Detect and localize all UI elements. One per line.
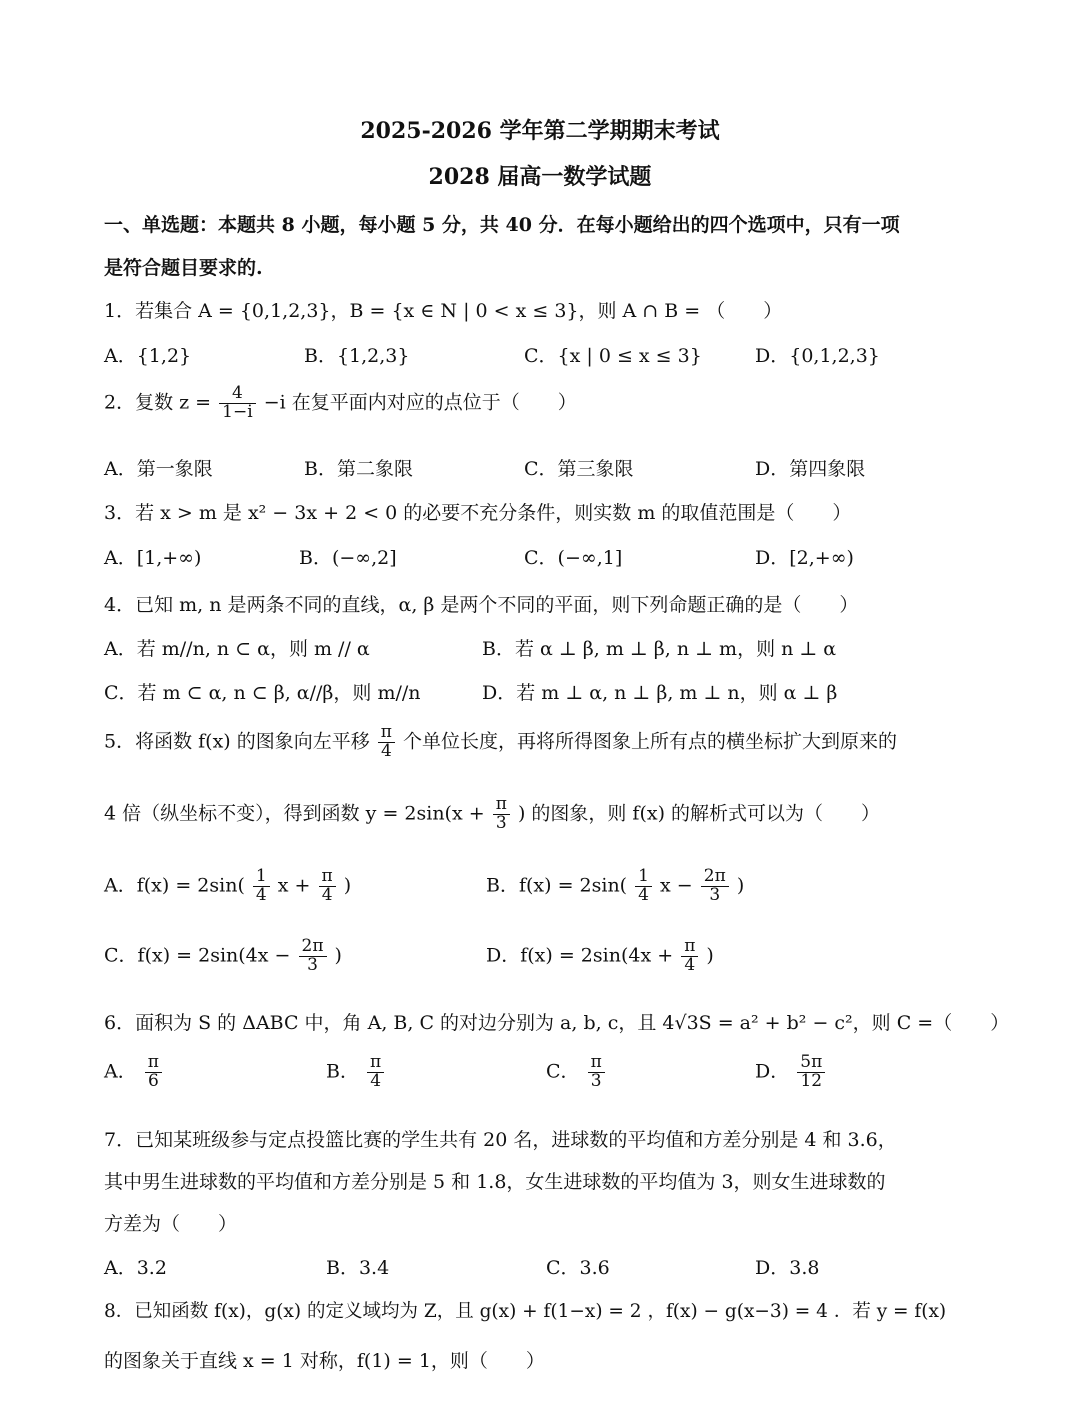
q2-frac-num: 4 [219,385,256,404]
q5c-n2: 2π [299,938,327,957]
q2-option-b: B．第二象限 [304,458,413,480]
q5-l2-before: 4 倍（纵坐标不变），得到函数 y = 2sin(x + [104,802,485,825]
q3-option-d: D．[2,+∞) [755,547,854,569]
question-7-line-1: 7．已知某班级参与定点投篮比赛的学生共有 20 名，进球数的平均值和方差分别是 4 和 3.6， [104,1129,897,1151]
q6d-den: 12 [800,1070,823,1091]
q5-l2-after: ) 的图象，则 f(x) 的解析式可以为（ ） [517,802,881,825]
q5-l1-after: 个单位长度，再将所得图象上所有点的横坐标扩大到原来的 [403,730,898,753]
section-heading: 一、单选题：本题共 8 小题，每小题 5 分，共 40 分．在每小题给出的四个选项中，只有一项 [104,214,900,236]
q6d-num: 5π [797,1054,825,1073]
q6d-frac [797,1054,825,1091]
q5-l2-den: 3 [495,812,507,833]
q3-option-c: C．(−∞,1] [524,547,623,569]
q7-option-b: B．3.4 [326,1257,390,1279]
q5-option-c [104,938,342,975]
q5a-after: ) [343,874,352,897]
q7-option-c: C．3.6 [546,1257,610,1279]
q5-option-a [104,868,351,905]
q5a-frac-1 [253,868,270,905]
q5d-frac [681,938,698,975]
q5b-d2: 3 [709,884,721,905]
q6-option-c [546,1054,607,1091]
q6c-num: π [588,1054,605,1073]
section-heading-cont: 是符合题目要求的. [104,257,263,279]
q1-option-b: B．{1,2,3} [304,345,410,367]
q4-option-c: C．若 m ⊂ α, n ⊂ β, α//β，则 m//n [104,682,421,704]
q2-option-a: A．第一象限 [104,458,213,480]
question-8-line-2: 的图象关于直线 x = 1 对称，f(1) = 1，则（ ） [104,1350,545,1372]
q4-option-d: D．若 m ⊥ α, n ⊥ β, m ⊥ n，则 α ⊥ β [482,682,838,704]
q5a-n1: 1 [253,868,270,887]
q5b-frac-2 [701,868,729,905]
q2-stem-before: 2．复数 z = [104,391,212,414]
q3-option-a: A．[1,+∞) [104,547,202,569]
q3-option-b: B．(−∞,2] [299,547,397,569]
question-7-line-2: 其中男生进球数的平均值和方差分别是 5 和 1.8，女生进球数的平均值为 3，则女生进球数的 [104,1171,886,1193]
q5c-before: C．f(x) = 2sin(4x − [104,944,291,967]
q2-option-c: C．第三象限 [524,458,634,480]
q6c-den: 3 [590,1070,602,1091]
question-2-stem [104,385,984,422]
question-7-line-3: 方差为（ ） [104,1213,238,1235]
question-8-line-1: 8．已知函数 f(x)，g(x) 的定义域均为 Z，且 g(x) + f(1−x) = 2 ，f(x) − g(x−3) = 4 ．若 y = f(x) [104,1301,947,1322]
q7-option-d: D．3.8 [755,1257,820,1279]
q4-option-a: A．若 m//n, n ⊂ α，则 m // α [104,638,370,660]
question-5-line-2 [104,796,984,833]
q6a-label: A． [104,1060,137,1083]
exam-subtitle: 2028 届高一数学试题 [428,164,652,190]
q5-l1-fraction [378,724,395,761]
q6b-label: B． [326,1060,359,1083]
q5b-n2: 2π [701,868,729,887]
q6a-den: 6 [147,1070,159,1091]
q5-l1-before: 5．将函数 f(x) 的图象向左平移 [104,730,370,753]
q5b-frac-1 [635,868,652,905]
q5b-mid: x − [660,874,693,897]
q5a-frac-2 [319,868,336,905]
q2-option-d: D．第四象限 [755,458,866,480]
q1-option-d: D．{0,1,2,3} [755,345,880,367]
q6-option-b [326,1054,386,1091]
q5-l2-num: π [493,796,510,815]
question-5-line-1 [104,724,984,761]
q5b-after: ) [736,874,745,897]
exam-title: 2025-2026 学年第二学期期末考试 [360,118,720,144]
q5d-after: ) [706,944,714,967]
q5d-before: D．f(x) = 2sin(4x + [486,944,674,967]
q2-frac-den: 1−i [222,401,253,422]
q7-option-a: A．3.2 [104,1257,167,1279]
q5a-n2: π [319,868,336,887]
q5b-d1: 4 [638,884,649,905]
q5b-before: B．f(x) = 2sin( [486,874,628,897]
question-1-stem: 1．若集合 A = {0,1,2,3}，B = {x ∈ N | 0 < x ≤ 3}，则 A ∩ B = （ ） [104,300,783,322]
question-6-stem: 6．面积为 S 的 ΔABC 中，角 A, B, C 的对边分别为 a, b, c，且 4√3S = a² + b² − c²，则 C =（ ） [104,1012,1010,1034]
q5b-n1: 1 [635,868,652,887]
q1-option-c: C．{x | 0 ≤ x ≤ 3} [524,345,702,367]
q1-option-a: A．{1,2} [104,345,192,367]
q4-option-b: B．若 α ⊥ β, m ⊥ β, n ⊥ m，则 n ⊥ α [482,638,837,660]
q6b-frac [367,1054,384,1091]
q5-l2-fraction [493,796,510,833]
q6c-label: C． [546,1060,580,1083]
q2-stem-after: −i 在复平面内对应的点位于（ ） [263,391,577,414]
q5c-after: ) [334,944,342,967]
q5-option-b [486,868,744,905]
q2-fraction [219,385,256,422]
q5-l1-den: 4 [380,740,392,761]
q5d-n2: π [681,938,698,957]
q6-option-d [755,1054,827,1091]
q6b-den: 4 [370,1070,382,1091]
question-3-stem: 3．若 x > m 是 x² − 3x + 2 < 0 的必要不充分条件，则实数 m 的取值范围是（ ） [104,502,852,524]
question-4-stem: 4．已知 m, n 是两条不同的直线，α, β 是两个不同的平面，则下列命题正确的是（ ） [104,594,859,616]
q6b-num: π [367,1054,384,1073]
q5a-d2: 4 [321,884,333,905]
q6a-num: π [145,1054,162,1073]
q6c-frac [588,1054,605,1091]
q5c-frac [299,938,327,975]
q5a-d1: 4 [255,884,267,905]
q5a-mid: x + [277,874,311,897]
q5d-d2: 4 [684,954,696,975]
q5a-before: A．f(x) = 2sin( [104,874,245,897]
q5-l1-num: π [378,724,395,743]
q5-option-d [486,938,714,975]
q5c-d2: 3 [307,954,318,975]
q6-option-a [104,1054,164,1091]
q6a-frac [145,1054,162,1091]
q6d-label: D． [755,1060,790,1083]
